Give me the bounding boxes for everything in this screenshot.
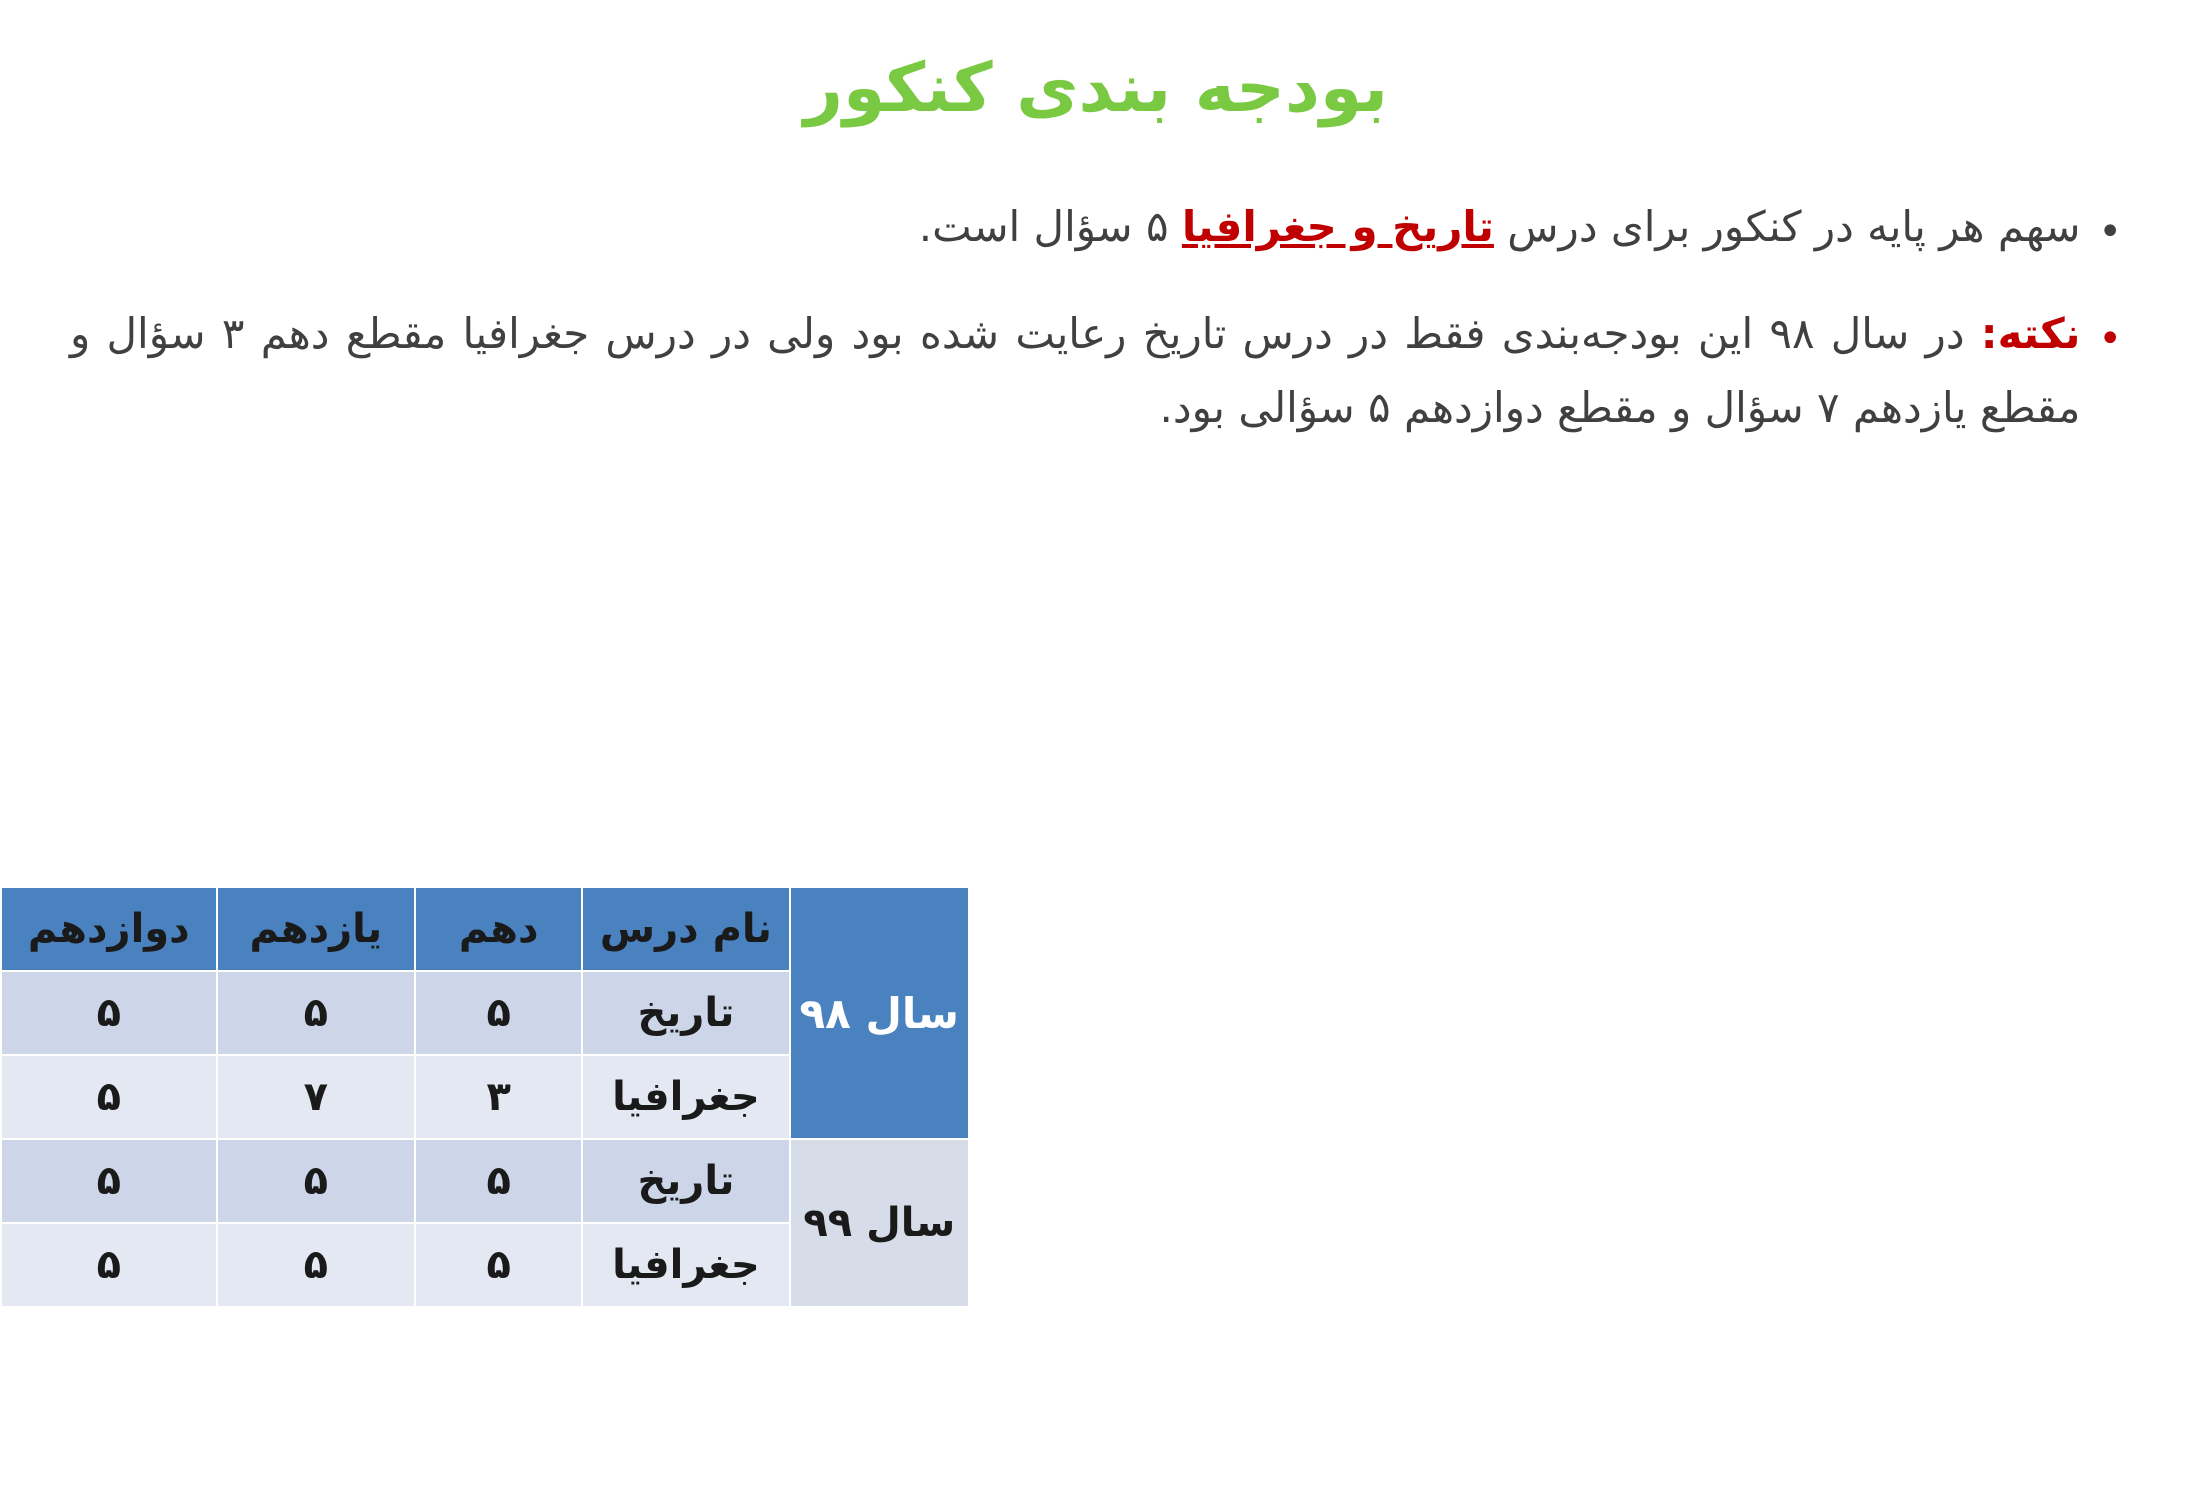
cell-grade11: ۵ (217, 971, 415, 1055)
list-item (70, 297, 2122, 444)
budget-table (0, 886, 970, 1308)
bullet-text (70, 297, 2080, 444)
year-cell-99: سال ۹۹ (790, 1139, 969, 1307)
slide (0, 48, 2192, 1498)
cell-grade11: ۵ (217, 1139, 415, 1223)
cell-grade12: ۵ (1, 971, 217, 1055)
column-header-grade12: دوازدهم (1, 887, 217, 971)
bullet-marker-icon: • (2098, 316, 2122, 363)
cell-grade10: ۵ (415, 1139, 582, 1223)
cell-grade10: ۵ (415, 1223, 582, 1307)
year-cell-98: سال ۹۸ (790, 887, 969, 1139)
cell-grade12: ۵ (1, 1055, 217, 1139)
cell-lesson: جغرافیا (582, 1055, 789, 1139)
bullet-text-part: در سال ۹۸ این بودجه‌بندی فقط در درس تاریخ رعایت شده بود ولی در درس جغرافیا مقطع دهم ۳ سؤال و مقطع یازدهم ۷ سؤال و مقطع دوازدهم ۵ سؤالی بود. (70, 309, 2081, 432)
bullet-text-part: ۵ سؤال است. (918, 201, 1182, 251)
cell-grade11: ۷ (217, 1055, 415, 1139)
cell-grade12: ۵ (1, 1139, 217, 1223)
cell-lesson: تاریخ (582, 1139, 789, 1223)
bullet-keyword-subject: تاریخ و جغرافیا (1181, 201, 1494, 251)
page-title: بودجه بندی کنکور (803, 49, 1389, 128)
bullet-keyword-note: نکته: (1980, 309, 2081, 359)
cell-grade11: ۵ (217, 1223, 415, 1307)
column-header-grade11: یازدهم (217, 887, 415, 971)
bullet-text (70, 190, 2080, 264)
bullet-marker-icon: • (2098, 208, 2122, 255)
column-header-grade10: دهم (415, 887, 582, 971)
cell-grade10: ۵ (415, 971, 582, 1055)
table-row (1, 1139, 969, 1223)
budget-table-wrapper (0, 886, 970, 1308)
bullet-list (70, 190, 2122, 445)
cell-grade12: ۵ (1, 1223, 217, 1307)
list-item (70, 190, 2122, 264)
bullet-text-part: سهم هر پایه در کنکور برای درس (1493, 201, 2081, 251)
column-header-lesson: نام درس (582, 887, 789, 971)
cell-lesson: تاریخ (582, 971, 789, 1055)
cell-lesson: جغرافیا (582, 1223, 789, 1307)
table-header-row (1, 887, 969, 971)
cell-grade10: ۳ (415, 1055, 582, 1139)
